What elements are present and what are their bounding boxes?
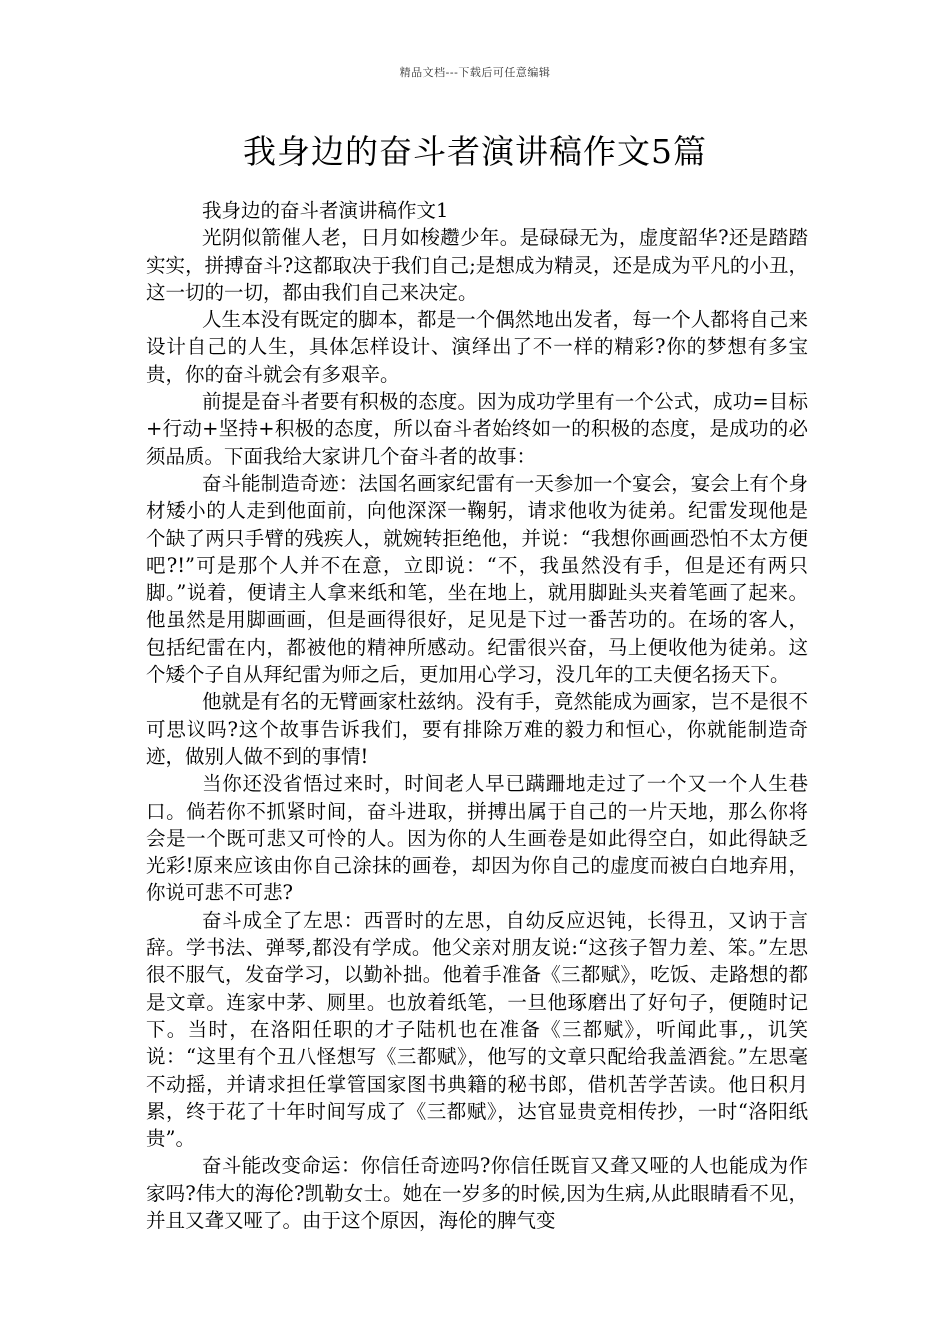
paragraph-5: 他就是有名的无臂画家杜兹纳。没有手，竟然能成为画家，岂不是很不可思议吗?这个故事告诉我们，要有排除万难的毅力和恒心，你就能制造奇迹，做别人做不到的事情! (146, 690, 808, 768)
paragraph-2: 人生本没有既定的脚本，都是一个偶然地出发者，每一个人都将自己来设计自己的人生，具体怎样设计、演绎出了不一样的精彩?你的梦想有多宝贵，你的奋斗就会有多艰辛。 (146, 308, 808, 386)
paragraph-7: 奋斗成全了左思：西晋时的左思，自幼反应迟钝，长得丑，又讷于言辞。学书法、弹琴,都没有学成。他父亲对朋友说:“这孩子智力差、笨。”左思很不服气，发奋学习，以勤补拙。他着手准备《三都赋》，吃饭、走路想的都是文章。连家中茅、厕里。也放着纸笔，一旦他琢磨出了好句子，便随时记下。当时，在洛阳任职的才子陆机也在准备《三都赋》，听闻此事,，讥笑说：“这里有个丑八怪想写《三都赋》，他写的文章只配给我盖酒瓮。”左思毫不动摇，并请求担任掌管国家图书典籍的秘书郎，借机苦学苦读。他日积月累，终于花了十年时间写成了《三都赋》，达官显贵竞相传抄，一时“洛阳纸贵”。 (146, 908, 808, 1151)
paragraph-6: 当你还没省悟过来时，时间老人早已蹒跚地走过了一个又一个人生巷口。倘若你不抓紧时间，奋斗进取，拼搏出属于自己的一片天地，那么你将会是一个既可悲又可怜的人。因为你的人生画卷是如此得空白，如此得缺乏光彩!原来应该由你自己涂抹的画卷，却因为你自己的虚度而被白白地弃用，你说可悲不可悲? (146, 772, 808, 905)
document-body (146, 197, 808, 1234)
header-note: 精品文档---下载后可任意编辑 (399, 66, 551, 79)
paragraph-3: 前提是奋斗者要有积极的态度。因为成功学里有一个公式，成功=目标+行动+坚持+积极的态度，所以奋斗者始终如一的积极的态度，是成功的必须品质。下面我给大家讲几个奋斗者的故事： (146, 390, 808, 468)
section-heading: 我身边的奋斗者演讲稿作文1 (202, 199, 449, 222)
paragraph-1: 光阴似箭催人老，日月如梭趱少年。是碌碌无为，虚度韶华?还是踏踏实实，拼搏奋斗?这都取决于我们自己;是想成为精灵，还是成为平凡的小丑，这一切的一切，都由我们自己来决定。 (146, 226, 808, 304)
paragraph-4: 奋斗能制造奇迹：法国名画家纪雷有一天参加一个宴会，宴会上有个身材矮小的人走到他面前，向他深深一鞠躬，请求他收为徒弟。纪雷发现他是个缺了两只手臂的残疾人，就婉转拒绝他，并说：“我想你画画恐怕不太方便吧?!”可是那个人并不在意，立即说：“不，我虽然没有手，但是还有两只脚。”说着，便请主人拿来纸和笔，坐在地上，就用脚趾头夹着笔画了起来。他虽然是用脚画画，但是画得很好，足见是下过一番苦功的。在场的客人，包括纪雷在内，都被他的精神所感动。纪雷很兴奋，马上便收他为徒弟。这个矮个子自从拜纪雷为师之后，更加用心学习，没几年的工夫便名扬天下。 (146, 471, 808, 687)
paragraph-8: 奋斗能改变命运：你信任奇迹吗?你信任既盲又聋又哑的人也能成为作家吗?伟大的海伦?凯勒女士。她在一岁多的时候,因为生病,从此眼睛看不见，并且又聋又哑了。由于这个原因，海伦的脾气变 (146, 1154, 808, 1232)
document-title: 我身边的奋斗者演讲稿作文5篇 (243, 132, 707, 171)
